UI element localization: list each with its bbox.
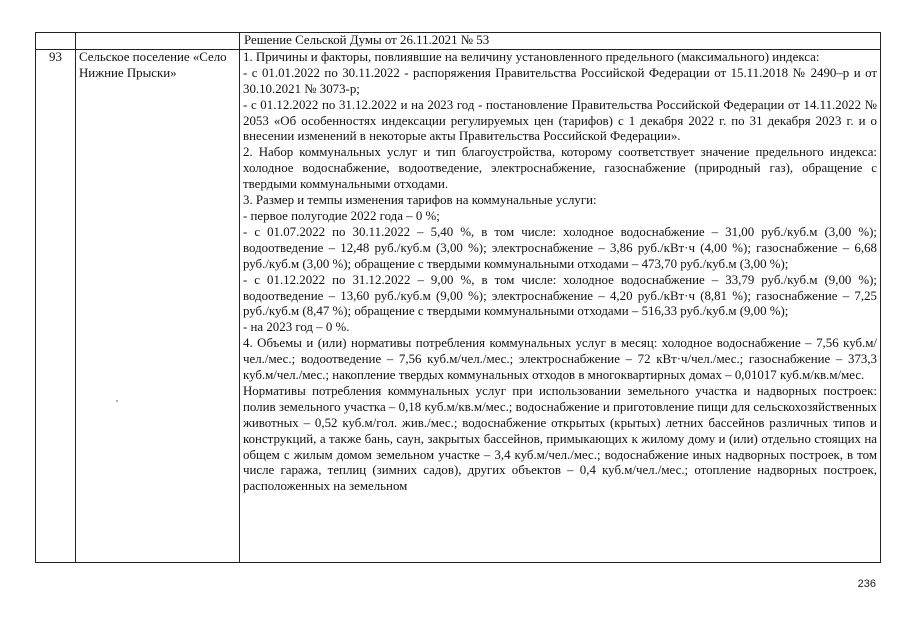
paragraph: - первое полугодие 2022 года – 0 %; bbox=[243, 208, 440, 223]
details-cell bbox=[240, 49, 881, 562]
page-number: 236 bbox=[857, 578, 876, 590]
number-cell-empty bbox=[36, 33, 76, 50]
paragraph: Нормативы потребления коммунальных услуг при использовании земельного участка и надворных построек: полив земельного участка – 0,18 куб.м/кв.м/мес.; водоснабжение и приготовление пищи для сельскохозяйственных животных – 0,52 куб.м/гол. жив./мес.; водоснабжение открытых (крытых) летних бассейнов различных типов и конструкций, а также бань, саун, закрытых бассейнов, примыкающих к жилому дому и (или) отдельно стоящих на общем с жилым домом земельном участке – 3,4 куб.м/чел./мес.; водоснабжение иных надворных построек, в том числе гаража, теплиц (зимних садов), других объектов – 0,4 куб.м/чел./мес.; отопление надворных построек, расположенных на земельном bbox=[243, 383, 877, 494]
paragraph: 3. Размер и темпы изменения тарифов на коммунальные услуги: bbox=[243, 193, 597, 208]
decision-cell bbox=[240, 33, 881, 50]
paragraph: - на 2023 год – 0 %. bbox=[243, 320, 350, 335]
details-text bbox=[243, 50, 877, 562]
settlement-name: Сельское поселение «Село Нижние Прыски» bbox=[76, 49, 240, 562]
paragraph: - с 01.12.2022 по 31.12.2022 – 9,00 %, в том числе: холодное водоснабжение – 33,79 руб./куб.м (9,00 %); водоотведение – 13,60 руб./куб.м (9,00 %); электроснабжение – 4,20 руб./кВт·ч (8,81 %); газоснабжение – 7,25 руб./куб.м (8,47 %); обращение с твердыми коммунальными отходами – 516,33 руб./куб.м (9,00 %); bbox=[243, 272, 877, 319]
paragraph: - с 01.07.2022 по 30.11.2022 – 5,40 %, в том числе: холодное водоснабжение – 31,00 руб./куб.м (3,00 %); водоотведение – 12,48 руб./куб.м (3,00 %); электроснабжение – 3,86 руб./кВт·ч (4,00 %); газоснабжение – 6,68 руб./куб.м (3,00 %); обращение с твердыми коммунальными отходами – 473,70 руб./куб.м (3,00 %); bbox=[243, 224, 877, 271]
paragraph: 1. Причины и факторы, повлиявшие на величину установленного предельного (максимального) индекса: bbox=[243, 49, 820, 64]
paragraph: - с 01.12.2022 по 31.12.2022 и на 2023 год - постановление Правительства Российской Федерации от 14.11.2022 № 2053 «Об особенностях индексации регулируемых цен (тарифов) с 1 декабря 2022 г. по 31 декабря 2023 г. и о внесении изменений в некоторые акты Правительства Российской Федерации». bbox=[243, 97, 877, 144]
scan-speck bbox=[116, 400, 118, 402]
table-row bbox=[36, 49, 881, 562]
paragraph: - с 01.01.2022 по 30.11.2022 - распоряжения Правительства Российской Федерации от 15.11.2018 № 2490–р и от 30.10.2021 № 3073-р; bbox=[243, 65, 877, 96]
settlement-cell-empty bbox=[76, 33, 240, 50]
tariff-table bbox=[35, 32, 881, 563]
decision-reference: Решение Сельской Думы от 26.11.2021 № 53 bbox=[244, 33, 490, 47]
row-number: 93 bbox=[36, 49, 76, 562]
table-header-row bbox=[36, 33, 881, 50]
paragraph: 4. Объемы и (или) нормативы потребления коммунальных услуг в месяц: холодное водоснабжение – 7,56 куб.м/чел./мес.; водоотведение – 7,56 куб.м/чел./мес.; электроснабжение – 72 кВт·ч/чел./мес.; газоснабжение – 373,3 куб.м/чел./мес.; накопление твердых коммунальных отходов в многоквартирных домах – 0,01017 куб.м/кв.м/мес. bbox=[243, 336, 877, 383]
paragraph: 2. Набор коммунальных услуг и тип благоустройства, которому соответствует значение предельного индекса: холодное водоснабжение, водоотведение, электроснабжение, газоснабжение (природный газ), обращение с твердыми коммунальными отходами. bbox=[243, 145, 877, 192]
